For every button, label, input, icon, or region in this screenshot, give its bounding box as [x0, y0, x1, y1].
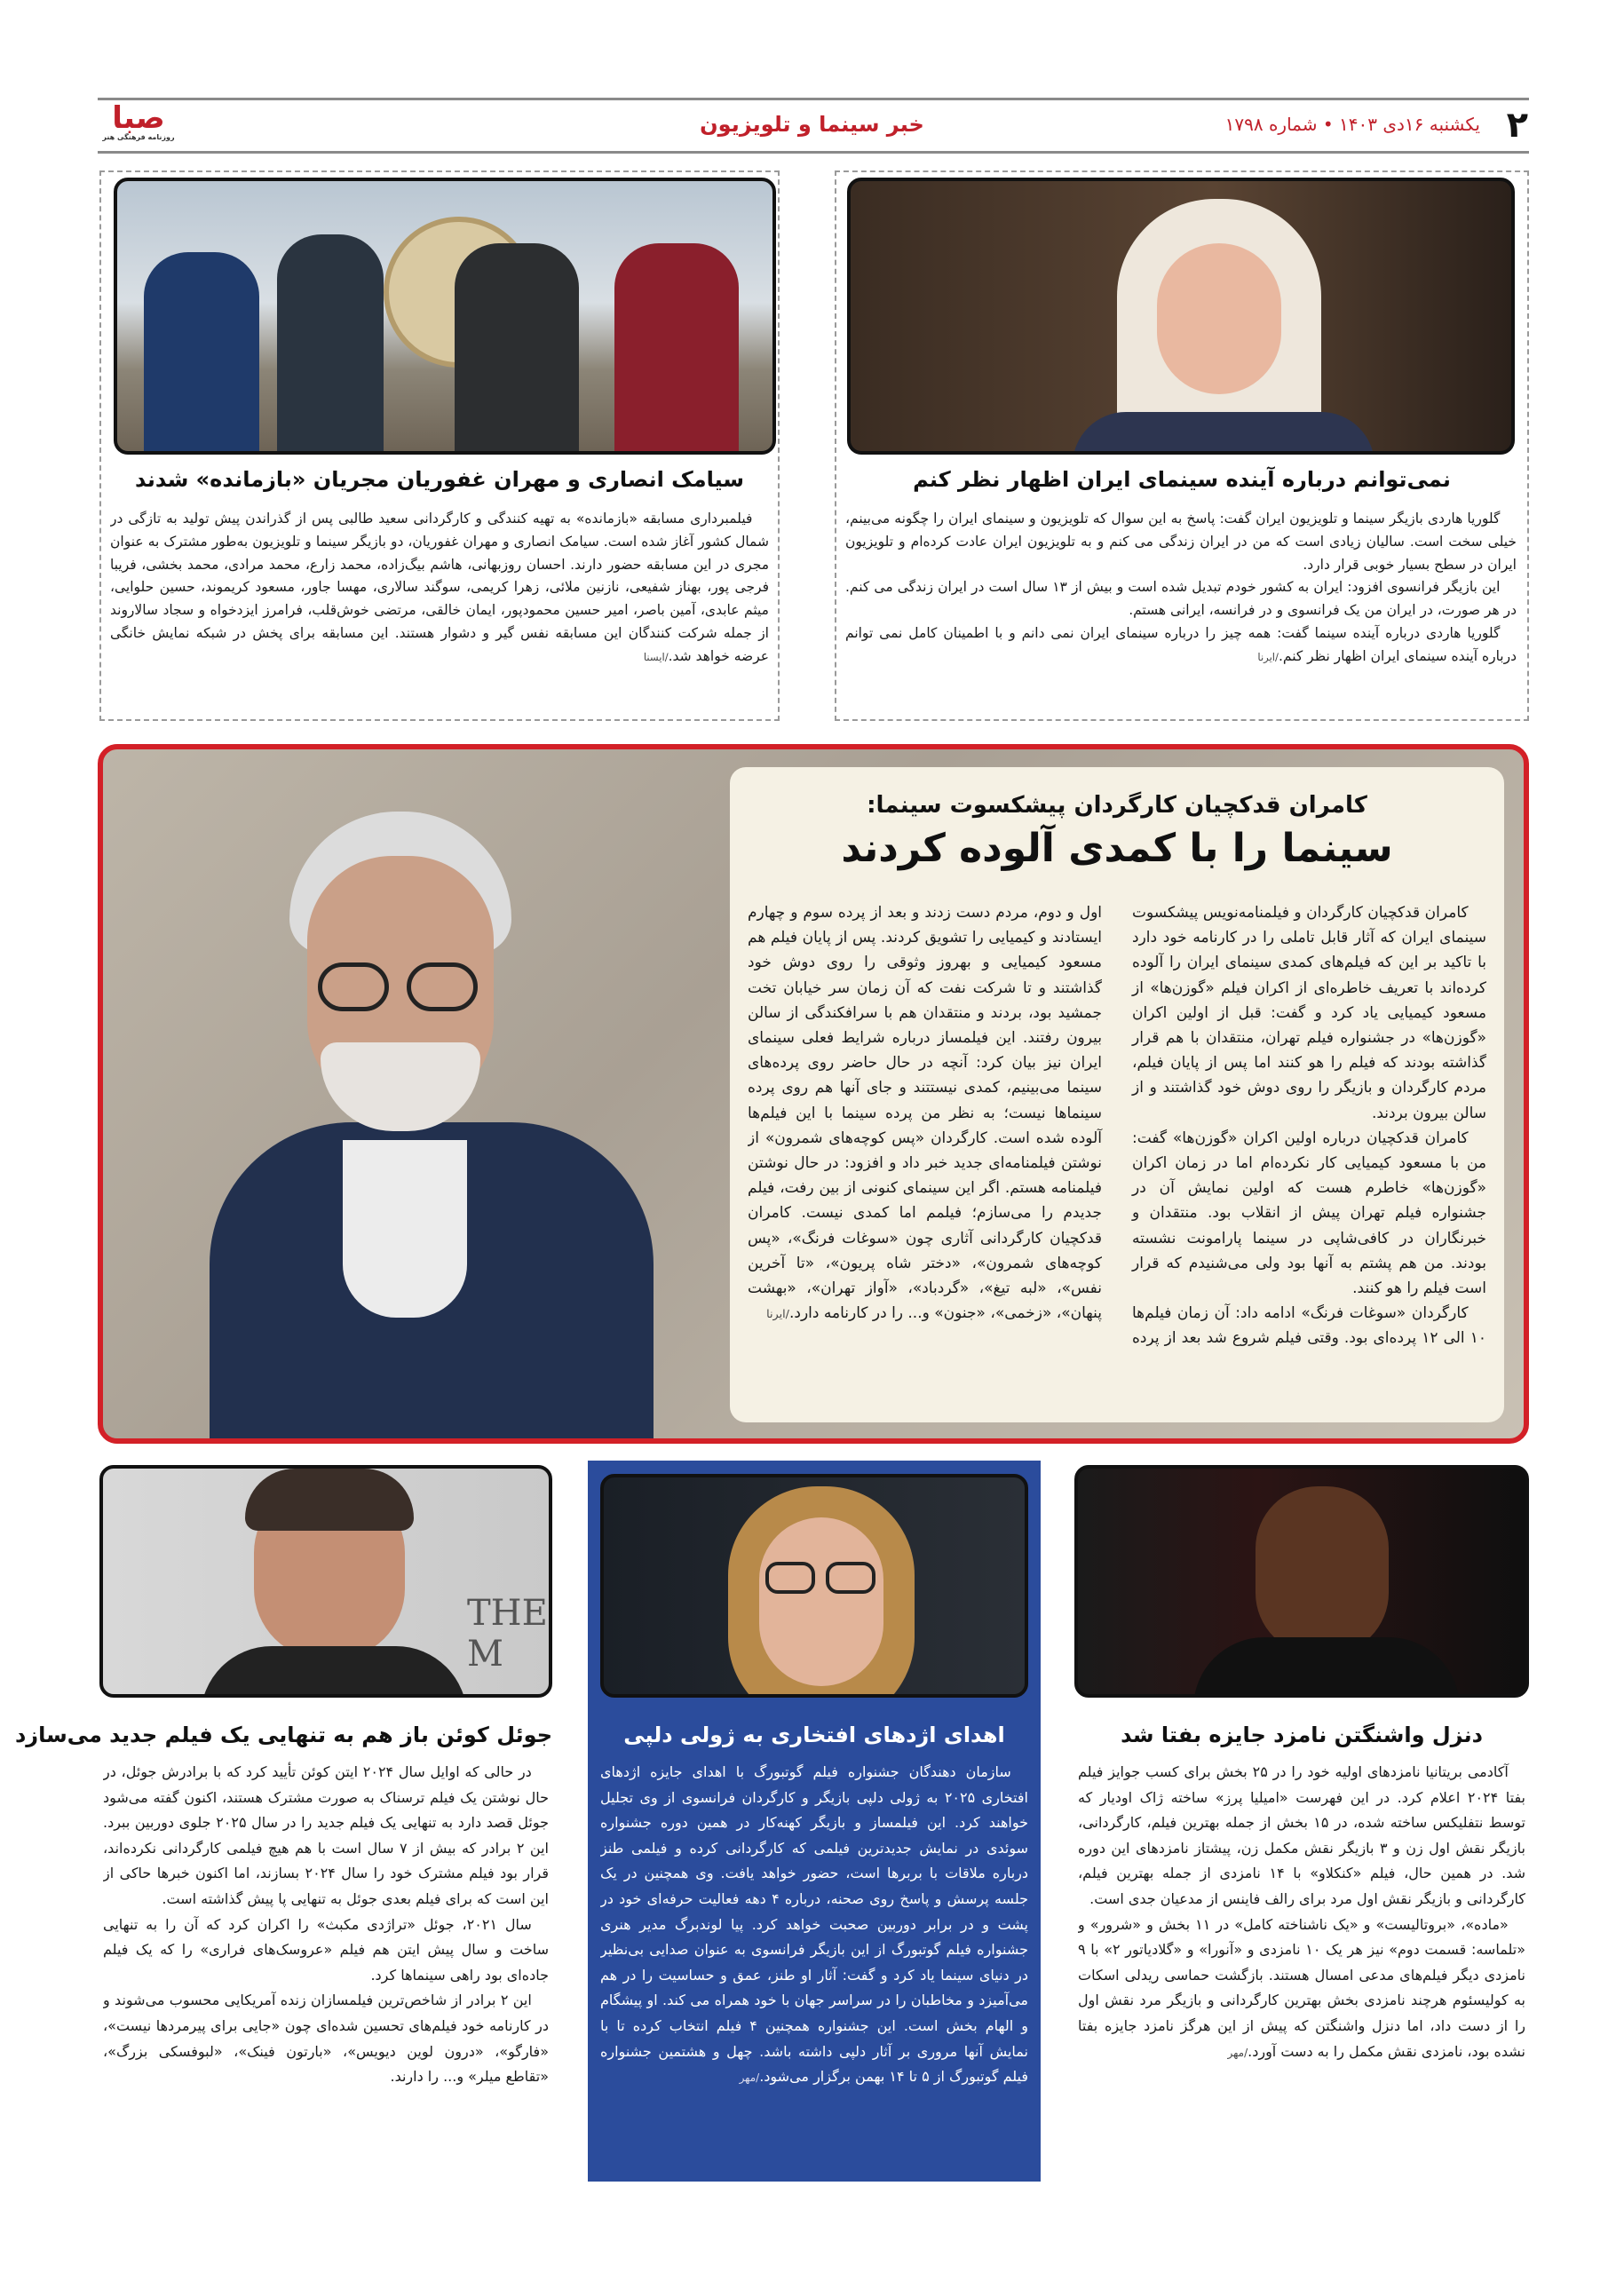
photo-denzel-washington [1074, 1465, 1529, 1698]
news-source: /مهر [1227, 2046, 1248, 2059]
feature-article-box [98, 744, 1529, 1444]
issue-date: یکشنبه ۱۶دی ۱۴۰۳ • شماره ۱۷۹۸ [1224, 114, 1480, 135]
paragraph: کارگردان «سوغات فرنگ» ادامه داد: آن زمان فیلم‌ها ۱۰ الی ۱۲ پرده‌ای بود. وقتی فیلم شروع شد بعد از پرده اول و دوم، مردم دست زدند و بعد از پرده سوم و چهارم ایستادند و کیمیایی را تشویق کردند. پس از پایان فیلم هم مسعود کیمیایی و بهروز وثوقی را روی دوش خود گذاشتند و تا شرکت نفت که آن زمان سر خیابان تخت جمشید بود، بردند و منتقدان هم با سرافکندگی از سالن بیرون رفتند. این فیلمساز درباره شرایط فعلی سینمای ایران نیز بیان کرد: آنچه در حال حاضر روی پرده‌های سینما می‌بینیم، کمدی نیستتند و جای آنها هم روی پرده سینماها نیست؛ به نظر من پرده سینما با این فیلم‌ها آلوده شده است. کارگردان «پس کوچه‌های شمرون» از نوشتن فیلمنامه‌ای جدید خبر داد و افزود: در حال نوشتن فیلمنامه هستم. اگر این سینمای کنونی از بین رفت، فیلم جدیدم را می‌سازم؛ فیلمم اما کمدی نیست. کامران قدکچیان کارگردانی آثاری چون «سوغات فرنگ»، «پس کوچه‌های شمرون»، «دختر شاه پریون»، «تا آخرین نفس»، «لبه تیغ»، «گردباد»، «آواز تهران»، «بهشت پنهان»، «زخمی»، «جنون» و... را در کارنامه دارد. [748, 904, 1486, 1348]
article-body-coen [103, 1760, 549, 2177]
header-bottom-rule [98, 151, 1529, 154]
news-source: /ایرنا [1257, 650, 1279, 663]
paragraph: کامران قدکچیان کارگردان و فیلمنامه‌نویس پیشکسوت سینمای ایران که آثار قابل تاملی را در کارنامه خود دارد با تاکید بر این که فیلم‌های کمدی سینمای ایران را آلوده کرده‌اند با تعریف خاطره‌ای از اکران فیلم «گوزن‌ها» از مسعود کیمیایی یاد کرد و گفت: قبل از اولین اکران «گوزن‌ها» در جشنواره فیلم تهران، منتقدان با هم قرار گذاشته بودند که فیلم را هو کنند اما پس از پایان فیلم، مردم کارگردان و بازیگر را روی دوش خود گذاشتند و از سالن بیرون بردند. [1132, 904, 1486, 1122]
headline-delpy: اهدای اژدهای افتخاری به ژولی دلپی [623, 1723, 1005, 1747]
feature-headline: سینما را با کمدی آلوده کردند [841, 826, 1393, 871]
paragraph: آکادمی بریتانیا نامزدهای اولیه خود را در ۲۵ بخش برای کسب جوایز فیلم بفتا ۲۰۲۴ اعلام کرد. در این فهرست «امیلیا پرز» ساخته ژاک اودیار که توسط نتفلیکس ساخته شده، در ۱۵ بخش از جمله بهترین فیلم، کارگردانی، بازیگر نقش اول زن و ۳ بازیگر نقش مکمل زن، پیشتاز نامزدهای این دوره شد. در همین حال، فیلم «کنکلاو» با ۱۴ نامزدی از جمله بهترین فیلم، کارگردانی و بازیگر نقش اول مرد برای رالف فاینس از مدعیان جدی است. [1078, 1763, 1525, 1907]
paragraph: گلوریا هاردی درباره آینده سینما گفت: همه چیز را درباره سینمای ایران نمی دانم و با اطمینان کامل نمی توانم درباره آینده سینمای ایران اظهار نظر کنم. [845, 624, 1517, 664]
headline-bazmandeh: سیامک انصاری و مهران غفوریان مجریان «بازمانده» شدند [134, 467, 745, 492]
paragraph: کامران قدکچیان درباره اولین اکران «گوزن‌ها» گفت: من با مسعود کیمیایی کار نکرده‌ام اما در زمان اکران «گوزن‌ها» خاطرم هست که اولین نمایش آن در جشنواره فیلم تهران پیش از انقلاب بود. منتقدان و خبرنگاران در کافی‌شاپی در سینما پارامونت نشسته بودند. من هم پشتم به آنها بود ولی می‌شنیدم که قرار است فیلم را هو کنند. [1132, 1129, 1486, 1298]
section-title: خبر سینما و تلویزیون [700, 112, 924, 137]
page-number: ۲ [1506, 105, 1528, 146]
article-body-bazmandeh [110, 508, 769, 714]
paragraph: گلوریا هاردی بازیگر سینما و تلویزیون ایران گفت: پاسخ به این سوال که تلویزیون و سینمای ایران را چگونه می‌بینم، خیلی سخت است. سالیان زیادی است که من در ایران زندگی می کنم و به تلویزیون ایران عادت کرده‌ام و تلویزیون ایران در سطح بسیار خوبی قرار دارد. [845, 511, 1517, 573]
headline-coen: جوئل کوئن باز هم به تنهایی یک فیلم جدید می‌سازد [14, 1723, 552, 1747]
paragraph: فیلمبرداری مسابقه «بازمانده» به تهیه کنندگی و کارگردانی سعید طالبی پس از گذراندن پیش تولید به تازگی در شمال کشور آغاز شده است. سیامک انصاری و مهران غفوریان، دو بازیگر سینما و تلویزیون به‌طور مشترک به عنوان مجری در این مسابقه حضور دارند. احسان روزبهانی، هاشم بیگ‌زاده، محمد زارع، محمد مرادی، محمد بخشی، فریبا فرجی پور، بهناز شفیعی، نازنین ملائی، زهرا کریمی، سوگند سالاری، مهسا جاور، مسعود کریموند، حسین حلوایی، میثم عابدی، آمین باصر، امیر حسین محمودپور، ایمان خالقی، مرتضی خوش‌قلب، فرامرز ایزدخواه و سجاد سالاروند از جمله شرکت کنندگان این مسابقه نفس گیر و دشوار هستند. این مسابقه برای پخش در شبکه نمایش خانگی عرضه خواهد شد. [110, 511, 769, 664]
photo-gloria-hardy [847, 178, 1515, 455]
article-body-hardy [845, 508, 1517, 714]
photo-kamran-ghadakchian [156, 785, 654, 1444]
article-body-denzel [1078, 1760, 1525, 2177]
article-body-delpy [600, 1760, 1028, 2177]
news-source: /ایسنا [643, 650, 669, 663]
logo-tagline: روزنامه فرهنگی هنر [102, 133, 175, 141]
logo-text: صبا [112, 100, 165, 136]
photo-julie-delpy [600, 1474, 1028, 1698]
feature-kicker: کامران قدکچیان کارگردان پیشکسوت سینما: [867, 792, 1367, 819]
headline-denzel: دنزل واشنگتن نامزد جایزه بفتا شد [1121, 1723, 1483, 1747]
header-top-rule [98, 98, 1529, 100]
paragraph: سازمان دهندگان جشنواره فیلم گوتبورگ با اهدای جایزه اژدهای افتخاری ۲۰۲۵ به ژولی دلپی بازیگر و کارگردان فرانسوی از وی تجلیل خواهند کرد. این فیلمساز و بازیگر کهنه‌کار در همین دوره جشنواره سوئدی در نمایش جدیدترین فیلمی که کارگردانی کرده و فیلمی طنز درباره ملاقات با بربرها است، حضور خواهد یافت. وی همچنین در یک جلسه پرسش و پاسخ روی صحنه، درباره ۴ دهه فعالیت حرفه‌ای خود در پشت و در برابر دوربین صحبت خواهد کرد. پیا لوندبرگ مدیر هنری جشنواره فیلم گوتبورگ از این بازیگر فرانسوی به عنوان صدایی بی‌نظیر در دنیای سینما یاد کرد و گفت: آثار او طنز، عمق و حساسیت را در هم می‌آمیزد و مخاطبان را در سراسر جهان با خود همراه می کند. او پیشگام و الهام بخش است. این جشنواره همچنین ۴ فیلم انتخاب کرده تا با نمایش آنها مروری بر آثار دلپی داشته باشد. چهل و هشتمین جشنواره فیلم گوتبورگ از ۵ تا ۱۴ بهمن برگزار می‌شود. [600, 1763, 1028, 2086]
headline-hardy: نمی‌توانم درباره آینده سینمای ایران اظهار نظر کنم [913, 467, 1451, 492]
newspaper-logo [98, 100, 179, 147]
feature-text-panel [730, 767, 1504, 1422]
backdrop-sign: THE M [467, 1593, 548, 1675]
photo-hosts [114, 178, 776, 455]
paragraph: این بازیگر فرانسوی افزود: ایران به کشور خودم تبدیل شده است و بیش از ۱۳ سال است در ایران زندگی می کنم. در هر صورت، در ایران من یک فرانسوی و در فرانسه، ایرانی هستم. [845, 579, 1517, 619]
photo-joel-coen [99, 1465, 552, 1698]
paragraph: «ماده»، «بروتالیست» و «یک ناشناخته کامل» در ۱۱ بخش و «شرور» و «تلماسه: قسمت دوم» نیز هر یک ۱۰ نامزدی و «آنورا» و «گلادیاتور ۲» با ۹ نامزدی دیگر فیلم‌های مدعی امسال هستند. بازگشت حماسی ریدلی اسکات به کولیسئوم هرچند نامزدی بخش بهترین کارگردانی و بازیگر مرد نقش اول را از دست داد، اما دنزل واشنگتن که پیش از این هرگز نامزد جایزه بفتا نشده بود، نامزدی نقش مکمل را به دست آورد. [1078, 1915, 1525, 2060]
feature-body [748, 900, 1486, 1406]
news-source: /مهر [739, 2071, 760, 2085]
paragraph: این ۲ برادر از شاخص‌ترین فیلمسازان زنده آمریکایی محسوب می‌شوند و در کارنامه خود فیلم‌های تحسین شده‌ای چون «جایی برای پیرمردها نیست»، «فارگو»، «درون لوین دیویس»، «بارتون فینک»، «لبوفسکی بزرگ»، «تقاطع میلر» و... را دارند. [103, 1992, 549, 2086]
news-source: /ایرنا [766, 1308, 789, 1322]
paragraph: در حالی که اوایل سال ۲۰۲۴ ایتن کوئن تأیید کرد که با برادرش جوئل، در حال نوشتن یک فیلم ترسناک به صورت مشترک هستند، اکنون گفته می‌شود جوئل قصد دارد به تنهایی یک فیلم جدید را در سال ۲۰۲۵ جلوی دوربین ببرد. این ۲ برادر که بیش از ۷ سال است با هم هیچ فیلمی کارگردانی نکرده‌اند، قرار بود فیلم مشترک خود را سال ۲۰۲۴ بسازند، اما اکنون خبرها حاکی از این است که برای فیلم بعدی جوئل به تنهایی پا پیش گذاشته است. [103, 1763, 549, 1907]
paragraph: سال ۲۰۲۱، جوئل «تراژدی مکبث» را اکران کرد که آن را به تنهایی ساخت و سال پیش ایتن هم فیلم «عروسک‌های فراری» را که یک فیلم جاده‌ای بود راهی سینماها کرد. [103, 1915, 549, 1984]
